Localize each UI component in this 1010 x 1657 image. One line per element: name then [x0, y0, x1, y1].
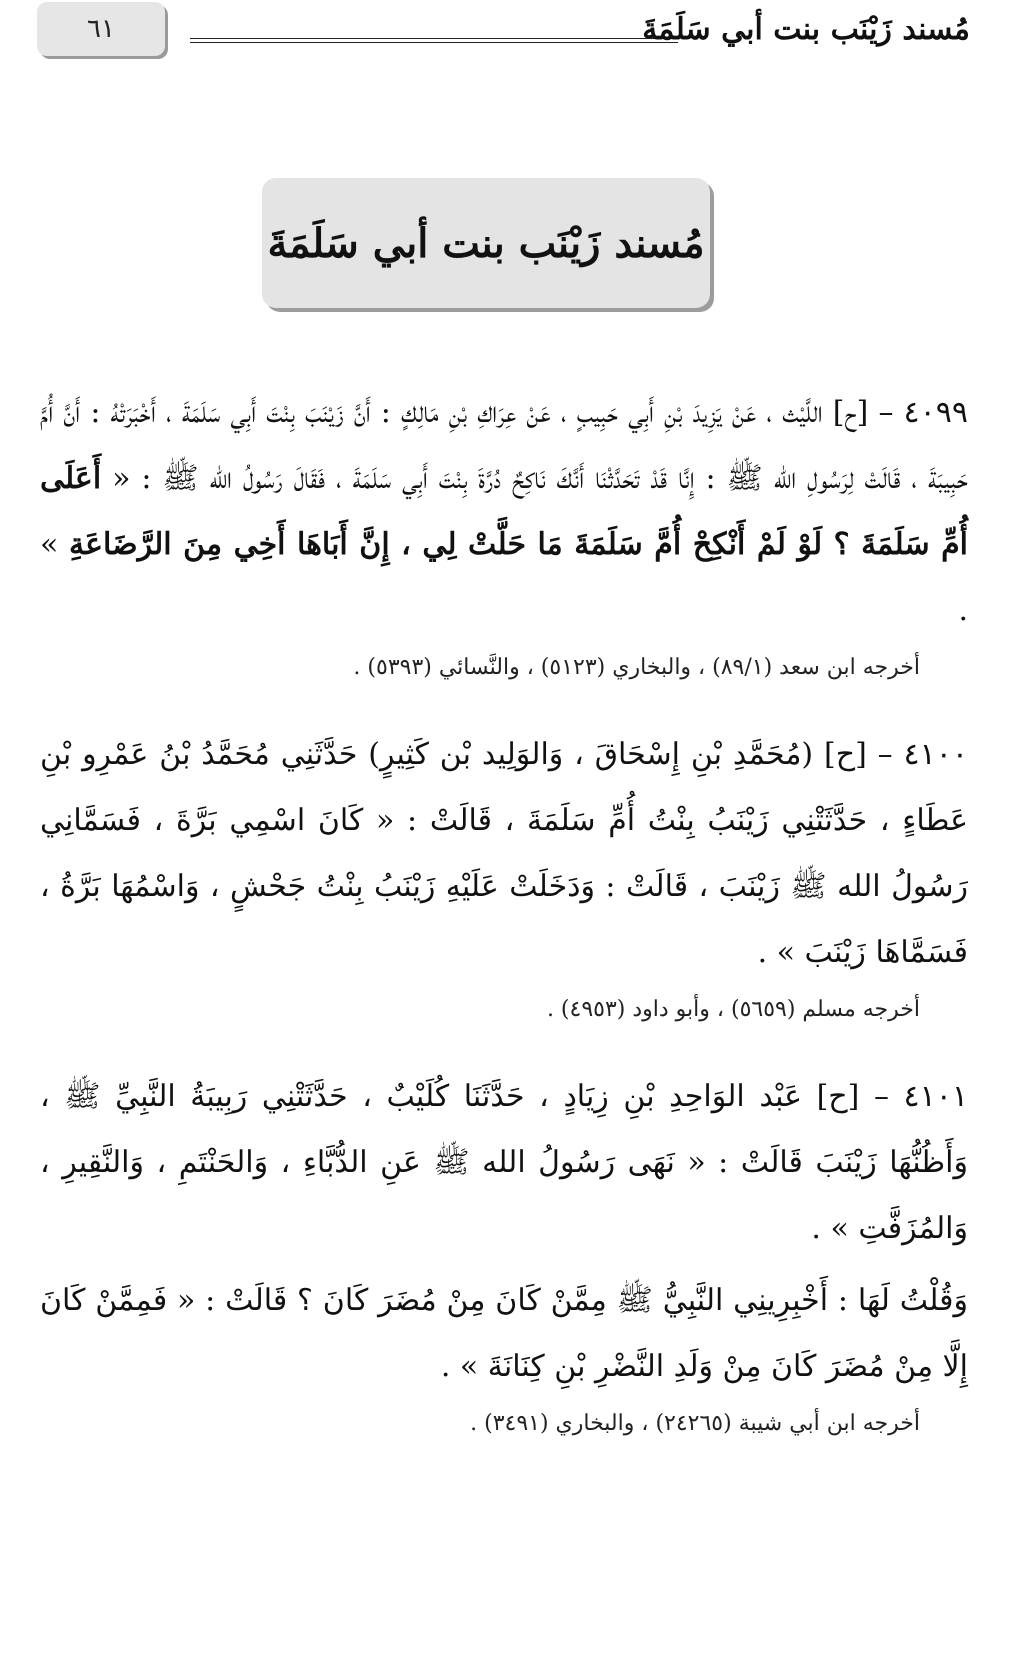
hadith-4099-end: » .	[40, 527, 968, 628]
page-header	[0, 0, 1010, 70]
hadith-4099-quote: أَعَلَى أُمِّ سَلَمَةَ ؟ لَوْ لَمْ أَنْكِحْ أُمَّ سَلَمَةَ مَا حَلَّتْ لِي ، إِنَّ أَبَاهَا أَخِي مِنَ الرَّضَاعَةِ	[40, 461, 969, 562]
hadith-4101-part-1: ٤١٠١ – [ح] عَبْد الوَاحِدِ بْنِ زِيَادٍ ، حَدَّثَنَا كُلَيْبٌ ، حَدَّثَتْنِي رَبِيبَةُ النَّبِيِّ ﷺ ، وَأَظُنُّهَا زَيْنَبَ قَالَتْ : « نَهَى رَسُولُ الله ﷺ عَنِ الدُّبَّاءِ ، وَالحَنْتَمِ ، وَالنَّقِيرِ ، وَالمُزَفَّتِ » .	[40, 1079, 968, 1246]
section-title-box	[262, 178, 710, 308]
hadith-4101-takhrij: أخرجه ابن أبي شيبة (٢٤٢٦٥) ، والبخاري (٣٤٩١) .	[470, 1411, 920, 1436]
hadith-4101-part-2: وَقُلْتُ لَهَا : أَخْبِرِينِي النَّبِيُّ ﷺ مِمَّنْ كَانَ مِنْ مُضَرَ كَانَ ؟ قَالَتْ : « فَمِمَّنْ كَانَ إِلَّا مِنْ مُضَرَ كَانَ مِنْ وَلَدِ النَّضْرِ بْنِ كِنَانَةَ » .	[40, 1283, 968, 1384]
header-rule	[190, 38, 678, 43]
section-title: مُسند زَيْنَب بنت أبي سَلَمَةَ	[267, 219, 705, 267]
page-number: ٦١	[87, 14, 115, 44]
page-number-box	[37, 2, 165, 56]
hadith-4100-takhrij: أخرجه مسلم (٥٦٥٩) ، وأبو داود (٤٩٥٣) .	[546, 997, 920, 1022]
hadith-4099	[40, 380, 968, 644]
running-title: مُسند زَيْنَب بنت أبي سَلَمَةَ	[642, 12, 970, 47]
hadith-4099-takhrij: أخرجه ابن سعد (٨٩/١) ، والبخاري (٥١٢٣) ، والنَّسائي (٥٣٩٣) .	[353, 655, 920, 680]
hadith-4099-text: ٤٠٩٩ – [ح] اللَّيْث ، عَنْ يَزِيدَ بْنِ أَبِي حَبِيبٍ ، عَنْ عِرَاكِ بْنِ مَالِكٍ : أَنَّ زَيْنَبَ بِنْتَ أَبِي سَلَمَةَ ، أَخْبَرَتْهُ : أَنَّ أُمَّ حَبِيبَةَ ، قَالَتْ لِرَسُولِ الله ﷺ : إِنَّا قَدْ تَحَدَّثْنَا أَنَّكَ نَاكِحٌ دُرَّةَ بِنْتَ أَبِي سَلَمَةَ ، فَقَالَ رَسُولُ الله ﷺ : «	[40, 395, 968, 496]
page-content	[40, 380, 968, 1478]
hadith-4100: ٤١٠٠ – [ح] (مُحَمَّدِ بْنِ إِسْحَاقَ ، وَالوَلِيد بْن كَثِيرٍ) حَدَّثَنِي مُحَمَّدُ بْنُ عَمْرِو بْنِ عَطَاءٍ ، حَدَّثَتْنِي زَيْنَبُ بِنْتُ أُمِّ سَلَمَةَ ، قَالَتْ : « كَانَ اسْمِي بَرَّةَ ، فَسَمَّانِي رَسُولُ الله ﷺ زَيْنَبَ ، قَالَتْ : وَدَخَلَتْ عَلَيْهِ زَيْنَبُ بِنْتُ جَحْشٍ ، وَاسْمُهَا بَرَّةُ ، فَسَمَّاهَا زَيْنَبَ » .	[40, 737, 968, 970]
